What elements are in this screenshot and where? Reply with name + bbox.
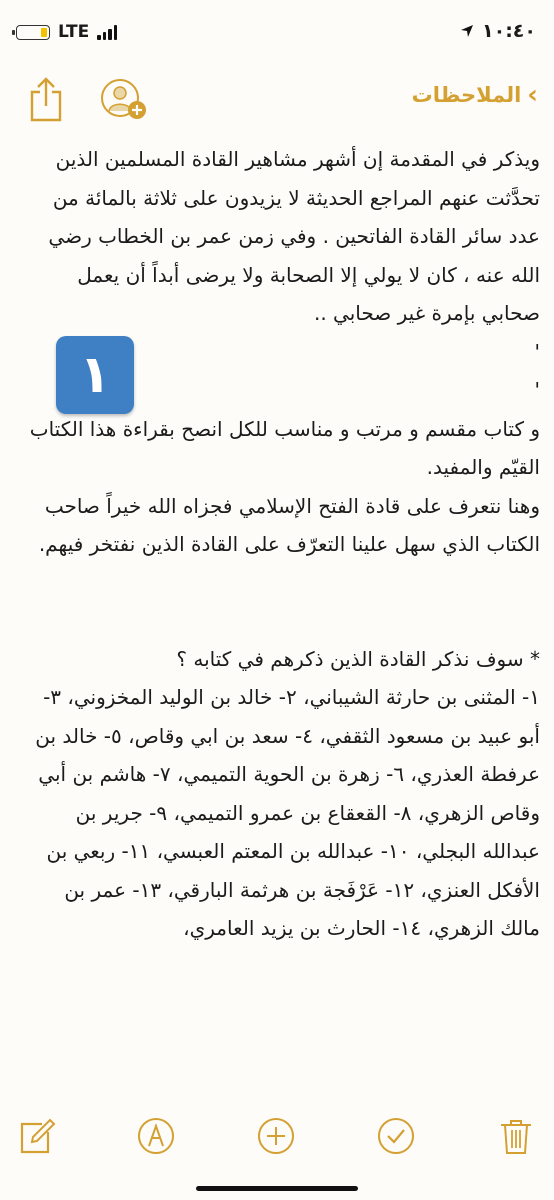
checklist-button[interactable]: [376, 1116, 416, 1156]
status-right: [460, 20, 536, 42]
location-arrow-icon: [460, 24, 474, 38]
back-label: الملاحظات: [411, 83, 522, 107]
chevron-back-icon: ›: [527, 80, 538, 110]
note-dot: ': [534, 339, 540, 364]
number-badge: ١: [56, 336, 134, 414]
trash-icon: [496, 1116, 536, 1156]
markup-pen-icon: [136, 1116, 176, 1156]
compose-icon: [16, 1116, 56, 1156]
signal-icon: [97, 25, 117, 40]
note-question: * سوف نذكر القادة الذين ذكرهم في كتابه ؟: [176, 646, 540, 671]
home-indicator[interactable]: [196, 1186, 358, 1191]
note-paragraph: و كتاب مقسم و مرتب و مناسب للكل انصح بقراءة هذا الكتاب القيّم والمفيد.: [29, 416, 540, 479]
status-bar: [0, 0, 554, 68]
status-time: ١٠:٤٠: [482, 20, 536, 42]
add-icon: [256, 1116, 296, 1156]
note-paragraph: ويذكر في المقدمة إن أشهر مشاهير القادة المسلمين الذين تحدَّثت عنهم المراجع الحديثة لا يزيدون على ثلاثة بالمائة من عدد سائر القادة الفاتحين . وفي زمن عمر بن الخطاب رضي الله عنه ، كان لا يولي إلا الصحابة ولا يرضى أبداً أن يعمل صحابي بإمرة غير صحابي ..: [48, 147, 540, 325]
back-to-notes-button[interactable]: [412, 82, 538, 108]
delete-button[interactable]: [496, 1116, 536, 1156]
add-person-icon: [100, 76, 152, 124]
markup-button[interactable]: [136, 1116, 176, 1156]
add-attachment-button[interactable]: [256, 1116, 296, 1156]
status-left: [16, 22, 117, 42]
note-dot: ': [534, 378, 540, 402]
add-people-button[interactable]: [100, 76, 152, 124]
checklist-icon: [376, 1116, 416, 1156]
note-body[interactable]: [20, 140, 540, 948]
leaders-list: ١- المثنى بن حارثة الشيباني، ٢- خالد بن الوليد المخزوني، ٣- أبو عبيد بن مسعود الثقفي، ٤- سعد بن ابي وقاص، ٥- خالد بن عرفطة العذري، ٦- زهرة بن الحوية التميمي، ٧- هاشم بن أبي وقاص الزهري، ٨- القعقاع بن عمرو التميمي، ٩- جرير بن عبدالله البجلي، ١٠- عبدالله بن المعتم العبسي، ١١- ربعي بن الأفكل العنزي، ١٢- عَرْفَجة بن هرثمة البارقي، ١٣- عمر بن مالك الزهري، ١٤- الحارث بن يزيد العامري،: [35, 685, 540, 940]
battery-icon: [16, 25, 50, 40]
carrier-label: LTE: [58, 22, 90, 42]
nav-bar: [0, 68, 554, 134]
bottom-toolbar: [0, 1100, 554, 1200]
share-button[interactable]: [28, 76, 64, 122]
note-paragraph: وهنا نتعرف على قادة الفتح الإسلامي فجزاه الله خيراً صاحب الكتاب الذي سهل علينا التعرّف على القادة الذين نفتخر فيهم.: [38, 493, 540, 556]
share-icon: [28, 76, 64, 122]
compose-button[interactable]: [16, 1116, 56, 1156]
